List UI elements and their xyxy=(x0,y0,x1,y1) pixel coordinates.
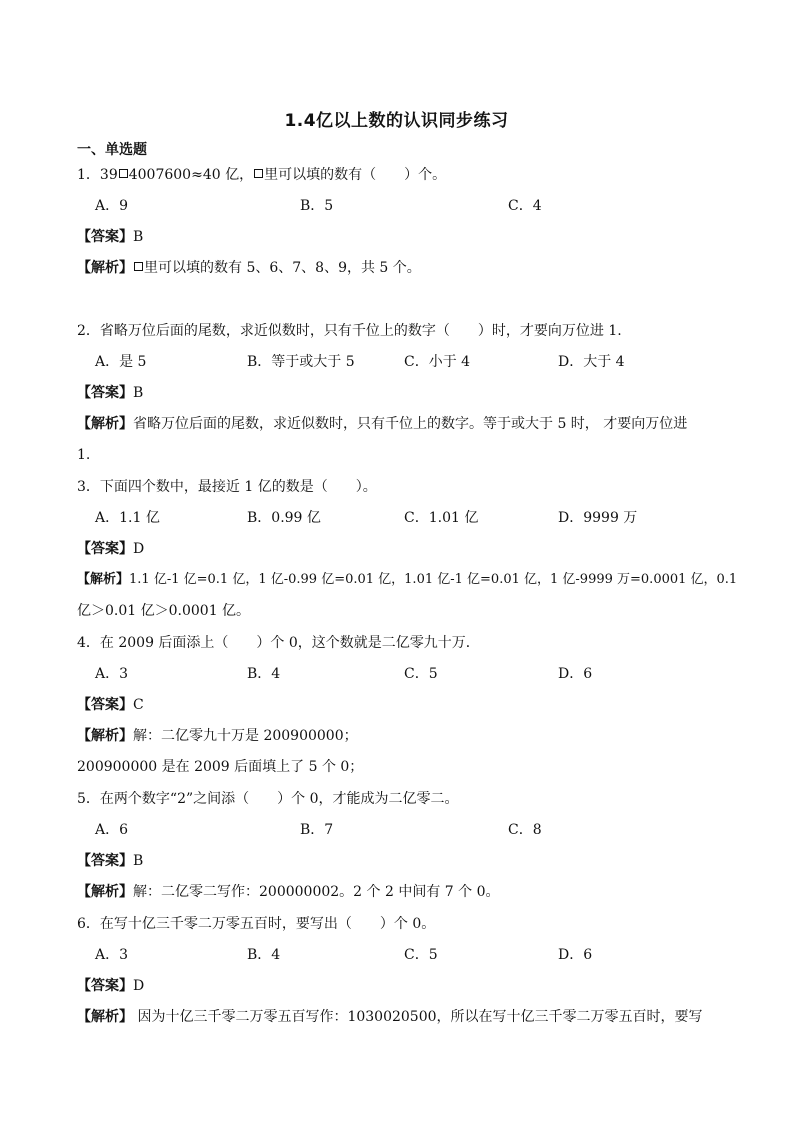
option-c: C．8 xyxy=(508,822,542,838)
analysis-label: 【解析】 xyxy=(77,572,130,587)
answer-label: 【答案】 xyxy=(77,541,133,557)
option-b: B．7 xyxy=(300,822,334,838)
option-a: A．3 xyxy=(95,666,129,682)
blank-box-icon xyxy=(119,169,128,178)
option-b: B．等于或大于 5 xyxy=(247,354,355,370)
question-3-answer: 【答案】D xyxy=(77,541,145,557)
blank-box-icon xyxy=(254,169,263,178)
option-c: C．5 xyxy=(404,666,438,682)
question-6-answer: 【答案】D xyxy=(77,978,145,994)
option-c: C．4 xyxy=(508,198,542,214)
question-2-answer: 【答案】B xyxy=(77,385,144,401)
question-3-options xyxy=(95,509,735,527)
option-d: D．9999 万 xyxy=(558,510,638,526)
question-6-options xyxy=(95,946,735,964)
option-d: D．大于 4 xyxy=(558,354,625,370)
answer-label: 【答案】 xyxy=(77,853,133,869)
question-5-stem: 5．在两个数字“2”之间添（ ）个 0，才能成为二亿零二。 xyxy=(77,791,459,807)
option-c: C．5 xyxy=(404,947,438,963)
blank-box-icon xyxy=(134,262,143,271)
answer-label: 【答案】 xyxy=(77,697,133,713)
question-4-stem: 4．在 2009 后面添上（ ）个 0，这个数就是二亿零九十万． xyxy=(77,635,480,651)
option-a: A．6 xyxy=(95,822,129,838)
question-4-analysis-cont: 200900000 是在 2009 后面填上了 5 个 0； xyxy=(77,759,364,775)
option-a: A．9 xyxy=(95,198,129,214)
analysis-label: 【解析】 xyxy=(77,416,133,432)
question-2-stem: 2．省略万位后面的尾数，求近似数时，只有千位上的数字（ ）时，才要向万位进 1. xyxy=(77,323,622,339)
analysis-label: 【解析】 xyxy=(77,1009,133,1025)
option-d: D．6 xyxy=(558,666,593,682)
option-b: B．4 xyxy=(247,666,281,682)
option-d: D．6 xyxy=(558,947,593,963)
analysis-label: 【解析】 xyxy=(77,884,133,900)
question-6-analysis: 【解析】 因为十亿三千零二万零五百写作：1030020500，所以在写十亿三千零二万零五百时，要写 xyxy=(77,1009,703,1025)
question-6-stem: 6．在写十亿三千零二万零五百时，要写出（ ）个 0。 xyxy=(77,916,436,932)
question-3-stem: 3．下面四个数中，最接近 1 亿的数是（ ）。 xyxy=(77,479,377,495)
question-3-analysis: 【解析】1.1 亿-1 亿=0.1 亿，1 亿-0.99 亿=0.01 亿，1.01 亿-1 亿=0.01 亿，1 亿-9999 万=0.0001 亿，0.1 xyxy=(77,572,738,587)
question-1-analysis: 【解析】 里可以填的数有 5、6、7、8、9，共 5 个。 xyxy=(77,260,421,276)
question-4-options xyxy=(95,665,735,683)
question-1-stem: 1．39 4007600≈40 亿， 里可以填的数有（ ）个。 xyxy=(77,167,447,183)
analysis-label: 【解析】 xyxy=(77,260,133,276)
question-5-options xyxy=(95,821,735,839)
question-4-answer: 【答案】C xyxy=(77,697,144,713)
answer-label: 【答案】 xyxy=(77,978,133,994)
question-5-analysis: 【解析】解：二亿零二写作：200000002。2 个 2 中间有 7 个 0。 xyxy=(77,884,500,900)
question-4-analysis: 【解析】解：二亿零九十万是 200900000； xyxy=(77,728,358,744)
page-title: 1.4亿以上数的认识同步练习 xyxy=(284,111,509,131)
option-c: C．小于 4 xyxy=(404,354,471,370)
question-1-answer: 【答案】B xyxy=(77,229,144,245)
question-1-options xyxy=(95,197,735,215)
answer-label: 【答案】 xyxy=(77,385,133,401)
option-a: A．3 xyxy=(95,947,129,963)
option-a: A．1.1 亿 xyxy=(95,510,160,526)
question-2-analysis: 【解析】省略万位后面的尾数，求近似数时，只有千位上的数字。等于或大于 5 时， 才要向万位进 xyxy=(77,416,688,432)
option-b: B．5 xyxy=(300,198,334,214)
question-3-analysis-cont: 亿＞0.01 亿＞0.0001 亿。 xyxy=(77,603,251,619)
analysis-label: 【解析】 xyxy=(77,728,133,744)
option-b: B．0.99 亿 xyxy=(247,510,321,526)
option-a: A．是 5 xyxy=(95,354,147,370)
option-c: C．1.01 亿 xyxy=(404,510,479,526)
answer-label: 【答案】 xyxy=(77,229,133,245)
option-b: B．4 xyxy=(247,947,281,963)
question-2-options xyxy=(95,353,735,371)
question-2-analysis-cont: 1. xyxy=(77,447,91,463)
question-5-answer: 【答案】B xyxy=(77,853,144,869)
section-heading: 一、单选题 xyxy=(77,142,147,158)
